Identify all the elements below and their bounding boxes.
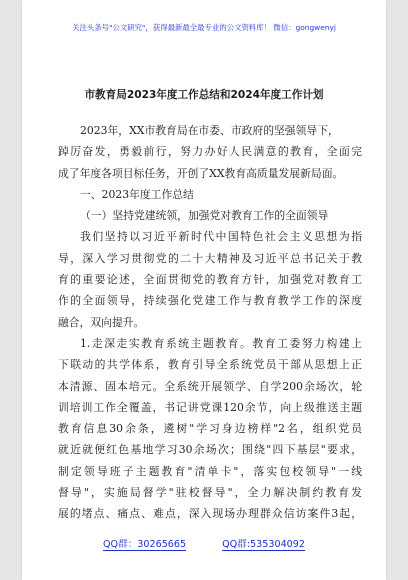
body-line: 下联动的共学体系，教育引导全系统党员干部从思想上正 — [58, 358, 362, 372]
body-line: 本清源、固本培元。全系统开展领学、自学200余场次，轮 — [58, 379, 362, 393]
document-page — [22, 0, 386, 580]
body-line: 展的堵点、痛点、难点，深入现场办理群众信访案件3起， — [58, 507, 362, 521]
body-line: 制定领导班子主题教育"清单卡"，落实包校领导"一线 — [58, 464, 362, 478]
body-line: 督导"，实施局督学"驻校督导"，全力解决制约教育发 — [58, 486, 362, 500]
body-line: 导，深入学习贯彻党的二十大精神及习近平总书记关于教 — [58, 251, 362, 265]
body-line: 作的全面领导，持续强化党建工作与教育教学工作的深度 — [58, 294, 362, 308]
body-line: 就近就便红色基地学习30余场次；围绕"四下基层"要求， — [58, 443, 362, 457]
body-line: 我们坚持以习近平新时代中国特色社会主义思想为指 — [80, 230, 362, 244]
body-line: 1.走深走实教育系统主题教育。教育工委努力构建上 — [80, 336, 362, 350]
body-line: 育的重要论述，全面贯彻党的教育方针，加强党对教育工 — [58, 273, 362, 287]
footer — [22, 536, 386, 551]
body-line: 训培训工作全覆盖，书记讲党课120余节，向上级推送主题 — [58, 400, 362, 414]
body-line: 融合，双向提升。 — [58, 315, 145, 329]
document-title: 市教育局2023年度工作总结和2024年度工作计划 — [84, 89, 324, 101]
body-line: 一、2023年度工作总结 — [80, 187, 194, 201]
document-body — [58, 120, 362, 525]
qq-group-1: QQ群：30265665 — [103, 536, 186, 551]
body-line: 教育信息30余条，遴树"学习身边榜样"2名，组织党员 — [58, 422, 362, 436]
qq-group-2: QQ群:535304092 — [222, 536, 305, 551]
body-line: 踔厉奋发，勇毅前行，努力办好人民满意的教育，全面完 — [58, 145, 362, 159]
body-line: 2023年，XX市教育局在市委、市政府的坚强领导下， — [80, 124, 339, 137]
promo-banner: 关注头条号"公文研究"，获得最新最全最专业的公文资料库！ 微信：gongwenyj — [72, 23, 336, 32]
body-line: 成了年度各项目标任务，开创了XX教育高质量发展新局面。 — [58, 166, 344, 180]
body-line: （一）坚持党建统领，加强党对教育工作的全面领导 — [80, 209, 329, 223]
